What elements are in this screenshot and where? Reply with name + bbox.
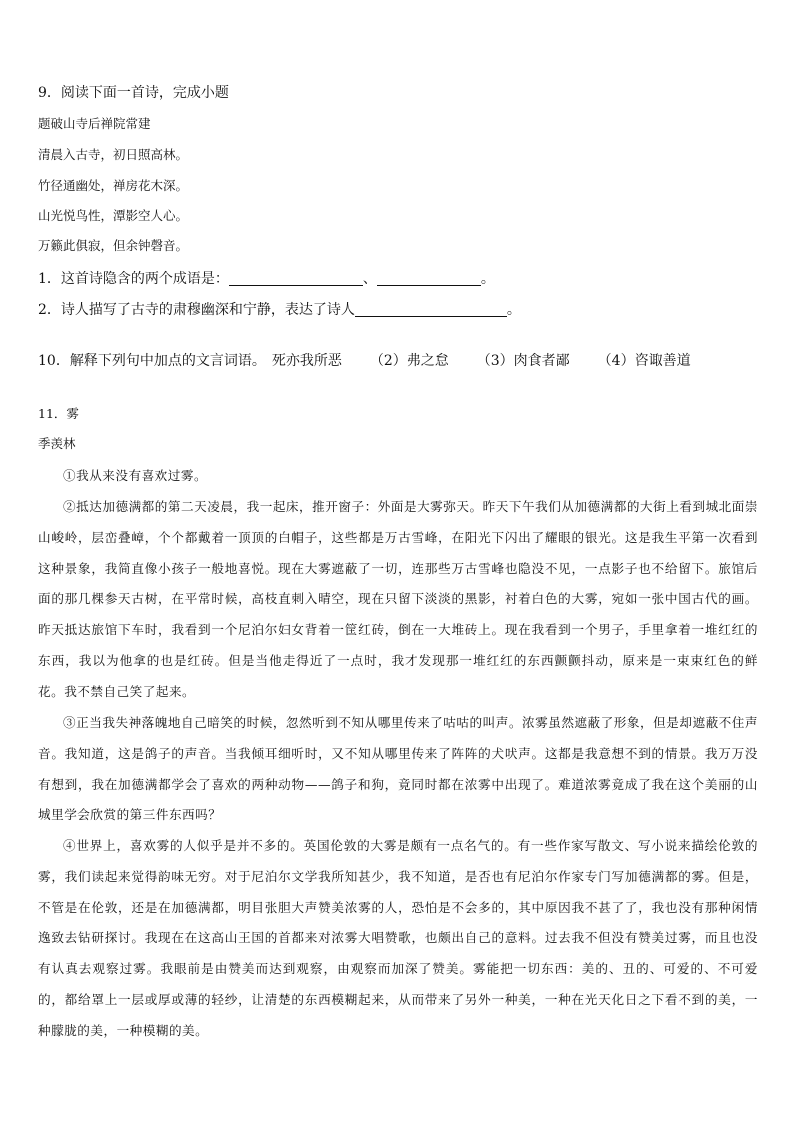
q9-sub1 [38,271,495,286]
q9-sub2-end: 。 [506,302,521,318]
poem-line: 竹径通幽处，禅房花木深。 [38,178,189,193]
q9-heading: 9．阅读下面一首诗，完成小题 [38,85,229,101]
q9-sub2-text: 2．诗人描写了古寺的肃穆幽深和宁静，表达了诗人 [38,302,355,318]
q10-item: （2）弗之怠 [369,353,449,369]
q10-item: （4）咨诹善道 [597,353,691,369]
q10 [38,354,691,368]
q11-paragraph: ④世界上，喜欢雾的人似乎是并不多的。英国伦敦的大雾是颇有一点名气的。有一些作家写散文、写小说来描绘伦敦的雾，我们读起来觉得韵味无穷。对于尼泊尔文学我所知甚少，我不知道，是否也有尼泊尔作家专门写加德满都的雾。但是，不管是在伦敦，还是在加德满都，明目张胆大声赞美浓雾的人，恐怕是不会多的，其中原因我不甚了了，我也没有那种闲情逸致去钻研探讨。我现在在这高山王国的首都来对浓雾大唱赞歌，也颇出自己的意料。过去我不但没有赞美过雾，而且也没有认真去观察过雾。我眼前是由赞美而达到观察，由观察而加深了赞美。雾能把一切东西：美的、丑的、可爱的、不可爱的，都给罩上一层或厚或薄的轻纱，让清楚的东西模糊起来，从而带来了另外一种美，一种在光天化日之下看不到的美，一种朦胧的美，一种模糊的美。 [38,838,758,1038]
q10-item: 死亦我所恶 [271,353,342,369]
poem-line: 清晨入古寺，初日照高林。 [38,147,189,162]
answer-blank[interactable] [229,271,363,286]
answer-blank[interactable] [377,271,481,286]
q11-author: 季羡林 [38,436,76,451]
q11-paragraph: ③正当我失神落魄地自己暗笑的时候，忽然听到不知从哪里传来了咕咕的叫声。浓雾虽然遮蔽了形象，但是却遮蔽不住声音。我知道，这是鸽子的声音。当我倾耳细听时，又不知从哪里传来了阵阵的犬吠声。这都是我意想不到的情景。我万万没有想到，我在加德满都学会了喜欢的两种动物——鸽子和狗，竟同时都在浓雾中出现了。难道浓雾竟成了我在这个美丽的山城里学会欣赏的第三件东西吗？ [38,715,758,823]
poem-title: 题破山寺后禅院常建 [38,116,151,131]
q9-sub1-sep: 、 [362,271,377,287]
q10-item: （3）肉食者鄙 [476,353,570,369]
answer-blank[interactable] [355,302,507,317]
q9-sub2 [38,302,521,317]
q11-paragraph: ②抵达加德满都的第二天凌晨，我一起床，推开窗子：外面是大雾弥天。昨天下午我们从加德满都的大街上看到城北面崇山峻岭，层峦叠嶂，个个都戴着一顶顶的白帽子，这些都是万古雪峰，在阳光下闪出了耀眼的银光。这是我生平第一次看到这种景象，我简直像小孩子一般地喜悦。现在大雾遮蔽了一切，连那些万古雪峰也隐没不见，一点影子也不给留下。旅馆后面的那几棵参天古树，在平常时候，高枝直刺入晴空，现在只留下淡淡的黑影，衬着白色的大雾，宛如一张中国古代的画。昨天抵达旅馆下车时，我看到一个尼泊尔妇女背着一筐红砖，倒在一大堆砖上。现在我看到一个男子，手里拿着一堆红红的东西，我以为他拿的也是红砖。但是当他走得近了一点时，我才发现那一堆红红的东西颤颤抖动，原来是一束束红色的鲜花。我不禁自己笑了起来。 [38,499,758,699]
q10-prefix: 10．解释下列句中加点的文言词语。 [38,353,266,369]
q11-heading: 11．雾 [38,406,79,421]
poem-line: 万籁此俱寂，但余钟磬音。 [38,238,189,253]
q9-sub1-end: 。 [480,271,495,287]
q11-paragraph: ①我从来没有喜欢过雾。 [63,468,208,483]
q9-sub1-text: 1．这首诗隐含的两个成语是： [38,271,229,287]
poem-line: 山光悦鸟性，潭影空人心。 [38,208,189,223]
